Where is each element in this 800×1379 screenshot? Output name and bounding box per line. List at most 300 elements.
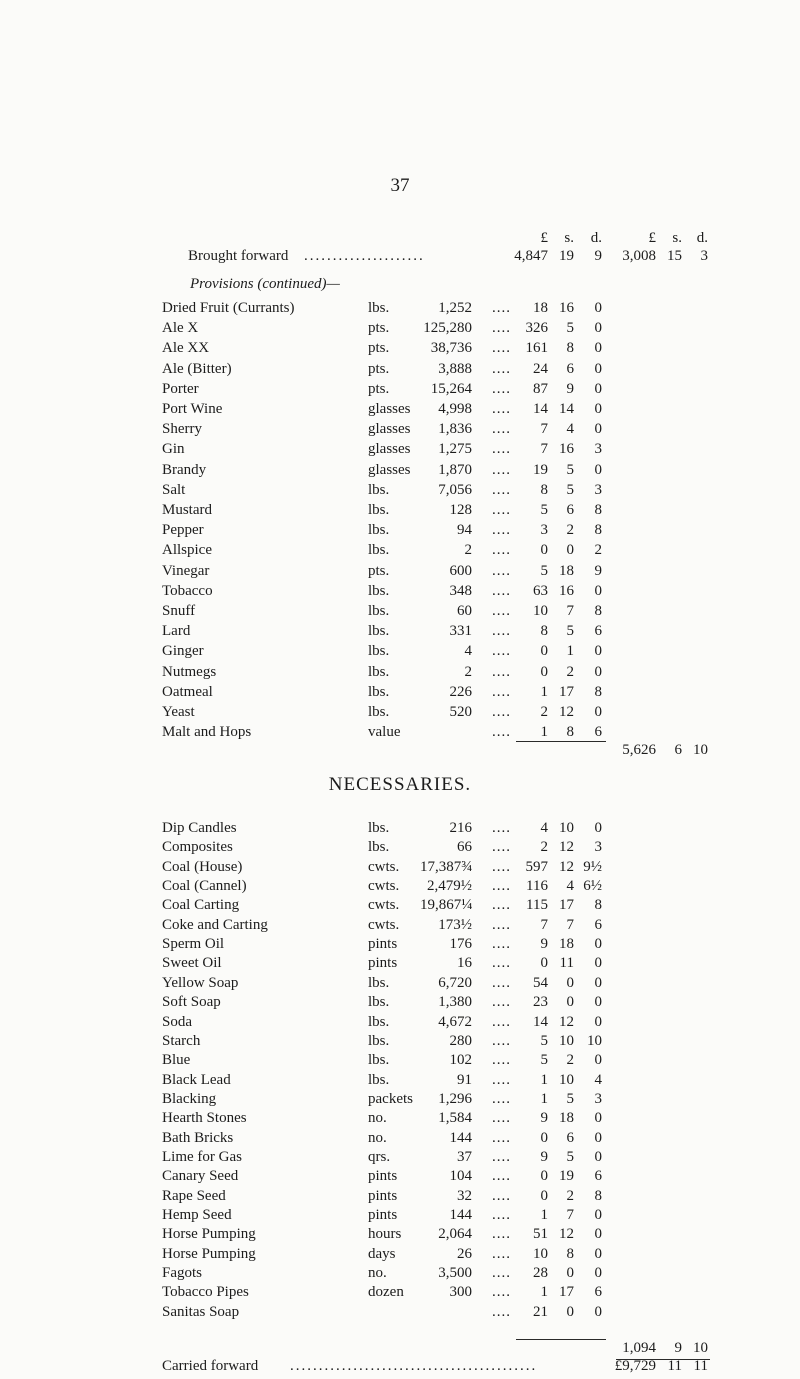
item-name: Soda — [162, 1013, 192, 1030]
leader-dots: .... — [492, 916, 511, 933]
item-pence: 0 — [594, 1013, 602, 1030]
leader-dots: .... — [492, 401, 511, 417]
leader-dots: .... — [492, 1032, 511, 1049]
item-pounds: 87 — [533, 380, 548, 397]
leader-dots: .... — [492, 603, 511, 619]
item-unit: pts. — [368, 340, 390, 357]
ledger-row — [0, 581, 800, 601]
item-name: Sherry — [162, 421, 202, 438]
item-shillings: 12 — [559, 704, 574, 720]
leader-dots: .... — [492, 1303, 511, 1320]
leader-dots: .... — [492, 481, 511, 498]
ledger-row — [0, 1244, 800, 1264]
bf-total-pounds: 3,008 — [622, 248, 656, 264]
item-quantity: 1,275 — [438, 441, 472, 458]
item-pounds: 10 — [533, 1245, 548, 1262]
item-unit: lbs. — [368, 974, 390, 991]
item-unit: packets — [368, 1090, 413, 1107]
item-shillings: 14 — [559, 401, 574, 417]
provisions-heading: Provisions (continued)— — [190, 276, 340, 292]
leader-dots: .... — [492, 1071, 511, 1088]
item-quantity: 600 — [449, 562, 472, 579]
item-pounds: 0 — [540, 1187, 548, 1204]
leader-dots: .... — [492, 542, 511, 559]
item-shillings: 2 — [566, 663, 574, 680]
item-shillings: 17 — [559, 897, 574, 914]
item-shillings: 10 — [559, 1032, 574, 1049]
page-number: 37 — [390, 175, 410, 196]
item-name: Hemp Seed — [162, 1207, 232, 1223]
item-pounds: 21 — [533, 1303, 548, 1320]
item-quantity: 144 — [449, 1129, 472, 1146]
penny-heading: d. — [590, 230, 602, 246]
item-pence: 0 — [594, 1265, 602, 1282]
leader-dots: .... — [492, 1090, 511, 1107]
item-name: Pepper — [162, 522, 204, 539]
item-pence: 0 — [594, 300, 602, 316]
item-unit: cwts. — [368, 858, 400, 875]
item-shillings: 0 — [566, 542, 574, 559]
item-unit: glasses — [368, 441, 411, 458]
item-shillings: 11 — [559, 955, 574, 972]
item-pounds: 7 — [540, 421, 548, 438]
item-name: Allspice — [162, 542, 212, 559]
ledger-row — [0, 702, 800, 722]
item-quantity: 2,479½ — [427, 878, 472, 895]
item-quantity: 226 — [449, 683, 472, 700]
ledger-row — [0, 1147, 800, 1167]
item-name: Dip Candles — [162, 820, 237, 836]
ledger-row — [0, 1282, 800, 1302]
item-shillings: 2 — [566, 522, 574, 539]
item-pounds: 63 — [533, 582, 548, 599]
item-name: Horse Pumping — [162, 1226, 256, 1243]
leader-dots: .... — [492, 1148, 511, 1165]
leader-dots: .... — [492, 955, 511, 972]
ledger-row — [0, 682, 800, 702]
leader-dots: .... — [492, 683, 511, 700]
ledger-row — [0, 837, 800, 857]
item-name: Composites — [162, 839, 233, 856]
item-quantity: 37 — [457, 1148, 472, 1165]
item-unit: pts. — [368, 360, 390, 377]
bf-pounds: 4,847 — [514, 248, 548, 264]
leader-dots: .... — [492, 839, 511, 856]
item-shillings: 5 — [566, 1148, 574, 1165]
item-pounds: 7 — [540, 441, 548, 458]
leader-dots: .... — [492, 974, 511, 991]
item-pence: 0 — [594, 955, 602, 972]
item-name: Soft Soap — [162, 994, 221, 1011]
leader-dots: .... — [492, 441, 511, 458]
ledger-row — [0, 338, 800, 358]
ledger-row — [0, 1070, 800, 1090]
item-pounds: 0 — [540, 643, 548, 660]
leader-dots: .... — [492, 858, 511, 875]
ledger-row — [0, 662, 800, 682]
item-quantity: 15,264 — [430, 380, 472, 397]
item-name: Tobacco — [162, 582, 213, 599]
item-quantity: 348 — [449, 582, 472, 599]
item-pounds: 161 — [525, 340, 548, 357]
ledger-row — [0, 419, 800, 439]
item-shillings: 5 — [566, 481, 574, 498]
item-unit: lbs. — [368, 663, 390, 680]
item-pounds: 8 — [540, 481, 548, 498]
item-quantity: 144 — [449, 1207, 472, 1223]
leader-dots: .... — [492, 1013, 511, 1030]
ledger-row — [0, 992, 800, 1012]
item-shillings: 7 — [566, 916, 574, 933]
item-quantity: 94 — [457, 522, 472, 539]
item-unit: pints — [368, 1207, 398, 1223]
leader-dots: .... — [492, 502, 511, 518]
item-pounds: 5 — [540, 1032, 548, 1049]
item-name: Sanitas Soap — [162, 1303, 240, 1320]
item-pounds: 0 — [540, 955, 548, 972]
leader-dots: .... — [492, 1168, 511, 1185]
item-pounds: 54 — [533, 974, 548, 991]
item-pence: 0 — [594, 1129, 602, 1146]
item-pence: 0 — [594, 360, 602, 377]
item-pounds: 116 — [526, 878, 548, 895]
item-unit: lbs. — [368, 683, 390, 700]
item-name: Yeast — [162, 704, 195, 720]
item-unit: pts. — [368, 562, 390, 579]
item-name: Vinegar — [162, 562, 210, 579]
ledger-row — [0, 1186, 800, 1206]
item-pence: 8 — [594, 683, 602, 700]
leader-dots: .... — [492, 1129, 511, 1146]
item-unit: pints — [368, 955, 398, 972]
item-pounds: 14 — [533, 1013, 548, 1030]
item-pounds: 9 — [540, 1110, 548, 1127]
item-unit: qrs. — [368, 1148, 391, 1165]
item-name: Lard — [162, 623, 191, 640]
item-name: Lime for Gas — [162, 1148, 242, 1165]
item-shillings: 18 — [559, 936, 574, 953]
item-pounds: 9 — [540, 936, 548, 953]
item-pounds: 14 — [533, 401, 548, 417]
item-quantity: 3,888 — [438, 360, 472, 377]
item-pence: 0 — [594, 380, 602, 397]
item-shillings: 16 — [559, 441, 574, 458]
item-pence: 3 — [594, 481, 602, 498]
item-unit: lbs. — [368, 820, 390, 836]
leader-dots: .... — [492, 1110, 511, 1127]
leader-dots: .... — [492, 936, 511, 953]
item-unit: cwts. — [368, 897, 400, 914]
item-pence: 0 — [594, 1110, 602, 1127]
leader-dots: .... — [492, 582, 511, 599]
item-pounds: 23 — [533, 994, 548, 1011]
ledger-row — [0, 359, 800, 379]
item-name: Ginger — [162, 643, 204, 660]
ledger-row — [0, 818, 800, 838]
item-shillings: 8 — [566, 1245, 574, 1262]
item-quantity: 38,736 — [430, 340, 472, 357]
item-shillings: 18 — [559, 562, 574, 579]
item-name: Sperm Oil — [162, 936, 225, 953]
leader-dots: .... — [492, 1187, 511, 1204]
item-pounds: 5 — [540, 562, 548, 579]
ledger-row — [0, 439, 800, 459]
item-pounds: 2 — [540, 704, 548, 720]
ledger-row — [0, 399, 800, 419]
item-shillings: 10 — [559, 820, 574, 836]
item-shillings: 16 — [559, 300, 574, 316]
item-pence: 0 — [594, 1052, 602, 1069]
item-quantity: 4,998 — [438, 401, 472, 417]
provisions-total-row — [0, 740, 800, 760]
item-shillings: 2 — [566, 1187, 574, 1204]
item-unit: lbs. — [368, 623, 390, 640]
leader-dots: .... — [492, 421, 511, 438]
item-shillings: 12 — [559, 1013, 574, 1030]
item-unit: pints — [368, 936, 398, 953]
item-pence: 0 — [594, 820, 602, 836]
item-shillings: 19 — [559, 1168, 574, 1185]
ledger-row — [0, 1012, 800, 1032]
ledger-row — [0, 601, 800, 621]
item-unit: no. — [368, 1265, 387, 1282]
item-pence: 0 — [594, 994, 602, 1011]
item-pence: 0 — [594, 936, 602, 953]
ledger-row — [0, 1128, 800, 1148]
item-shillings: 6 — [566, 1129, 574, 1146]
ledger-row — [0, 934, 800, 954]
item-pence: 0 — [594, 401, 602, 417]
ledger-row — [0, 1166, 800, 1186]
item-unit: lbs. — [368, 1071, 390, 1088]
item-pounds: 5 — [540, 1052, 548, 1069]
leader-dots: .... — [492, 1052, 511, 1069]
ledger-row — [0, 1302, 800, 1322]
ledger-row — [0, 520, 800, 540]
item-shillings: 18 — [559, 1110, 574, 1127]
ledger-row — [0, 1031, 800, 1051]
item-quantity: 1,252 — [438, 300, 472, 316]
item-pounds: 10 — [533, 603, 548, 619]
provisions-total-shillings: 6 — [674, 742, 682, 758]
item-quantity: 331 — [449, 623, 472, 640]
ledger-row — [0, 1089, 800, 1109]
item-unit: lbs. — [368, 481, 390, 498]
leader-dots: .... — [492, 1265, 511, 1282]
leader-dots: .... — [492, 562, 511, 579]
item-name: Starch — [162, 1032, 201, 1049]
item-name: Coke and Carting — [162, 916, 268, 933]
shilling-heading: s. — [564, 230, 574, 246]
item-unit: lbs. — [368, 994, 390, 1011]
item-pounds: 24 — [533, 360, 548, 377]
item-quantity: 1,870 — [438, 461, 472, 478]
item-quantity: 2 — [464, 542, 472, 559]
item-pence: 8 — [594, 1187, 602, 1204]
bf-total-shillings: 15 — [667, 248, 682, 264]
ledger-row — [0, 1263, 800, 1283]
item-shillings: 7 — [566, 603, 574, 619]
ledger-row — [0, 915, 800, 935]
item-pence: 3 — [594, 441, 602, 458]
item-pence: 0 — [594, 974, 602, 991]
leader-dots: .... — [492, 1226, 511, 1243]
item-name: Blacking — [162, 1090, 217, 1107]
item-quantity: 7,056 — [438, 481, 472, 498]
item-pence: 0 — [594, 1148, 602, 1165]
ledger-row — [0, 621, 800, 641]
item-name: Mustard — [162, 502, 212, 518]
item-name: Salt — [162, 481, 186, 498]
item-pounds: 5 — [540, 502, 548, 518]
item-pounds: 2 — [540, 839, 548, 856]
leader-dots: .... — [492, 522, 511, 539]
total-shilling-heading: s. — [672, 230, 682, 246]
item-quantity: 2 — [464, 663, 472, 680]
item-name: Dried Fruit (Currants) — [162, 300, 295, 316]
ledger-row — [0, 480, 800, 500]
brought-forward-label: Brought forward — [188, 248, 289, 264]
ledger-row — [0, 561, 800, 581]
item-name: Ale X — [162, 320, 199, 337]
item-shillings: 8 — [566, 724, 574, 741]
item-pounds: 0 — [540, 1129, 548, 1146]
bf-shillings: 19 — [559, 248, 574, 264]
item-shillings: 12 — [559, 858, 574, 875]
item-name: Nutmegs — [162, 663, 217, 680]
item-unit: days — [368, 1245, 396, 1262]
carried-forward-row — [0, 1356, 800, 1376]
item-quantity: 91 — [457, 1071, 472, 1088]
item-unit: cwts. — [368, 878, 400, 895]
item-name: Coal (Cannel) — [162, 878, 247, 895]
cf-pence: 11 — [693, 1358, 708, 1374]
necessaries-total-pounds: 1,094 — [622, 1340, 656, 1356]
item-pence: 3 — [594, 1090, 602, 1107]
item-shillings: 5 — [566, 623, 574, 640]
item-unit: lbs. — [368, 300, 390, 316]
item-name: Rape Seed — [162, 1187, 226, 1204]
necessaries-total-pence: 10 — [693, 1340, 708, 1356]
item-pounds: 115 — [526, 897, 548, 914]
item-pounds: 0 — [540, 663, 548, 680]
currency-header — [0, 228, 800, 248]
item-pence: 9 — [594, 562, 602, 579]
item-quantity: 128 — [449, 502, 472, 518]
item-pounds: 51 — [533, 1226, 548, 1243]
item-name: Bath Bricks — [162, 1129, 234, 1146]
item-pence: 0 — [594, 643, 602, 660]
leader-dots: .... — [492, 704, 511, 720]
item-pence: 6 — [594, 1284, 602, 1301]
ledger-row — [0, 540, 800, 560]
leader-dots: .... — [492, 380, 511, 397]
item-unit: dozen — [368, 1284, 404, 1301]
item-pence: 0 — [594, 461, 602, 478]
bf-total-pence: 3 — [700, 248, 708, 264]
item-quantity: 17,387¾ — [420, 858, 473, 875]
item-quantity: 60 — [457, 603, 472, 619]
ledger-row — [0, 953, 800, 973]
item-pence: 4 — [594, 1071, 602, 1088]
item-pence: 0 — [594, 704, 602, 720]
item-name: Coal Carting — [162, 897, 240, 914]
item-pence: 9½ — [583, 858, 602, 875]
leader-dots: .... — [492, 1284, 511, 1301]
item-unit: lbs. — [368, 704, 390, 720]
item-name: Snuff — [162, 603, 196, 619]
item-pence: 0 — [594, 663, 602, 680]
pound-heading: £ — [540, 230, 548, 246]
item-name: Ale XX — [162, 340, 210, 357]
ledger-row — [0, 857, 800, 877]
ledger-row — [0, 1108, 800, 1128]
item-pence: 0 — [594, 340, 602, 357]
item-unit: pts. — [368, 380, 390, 397]
item-shillings: 17 — [559, 1284, 574, 1301]
item-shillings: 12 — [559, 1226, 574, 1243]
item-name: Ale (Bitter) — [162, 360, 232, 377]
ledger-row — [0, 641, 800, 661]
provisions-total-pence: 10 — [693, 742, 708, 758]
item-unit: glasses — [368, 461, 411, 478]
leader-dots: ........................................... — [290, 1358, 538, 1374]
leader-dots: .... — [492, 724, 511, 741]
item-unit: pts. — [368, 320, 390, 337]
item-shillings: 7 — [566, 1207, 574, 1223]
carried-forward-label: Carried forward — [162, 1358, 259, 1374]
item-pence: 2 — [594, 542, 602, 559]
ledger-row — [0, 895, 800, 915]
leader-dots: .... — [492, 623, 511, 640]
item-shillings: 10 — [559, 1071, 574, 1088]
item-unit: glasses — [368, 421, 411, 438]
item-pence: 8 — [594, 897, 602, 914]
item-unit: lbs. — [368, 522, 390, 539]
item-pounds: 1 — [540, 1284, 548, 1301]
leader-dots: .... — [492, 1207, 511, 1223]
leader-dots: .... — [492, 1245, 511, 1262]
item-name: Canary Seed — [162, 1168, 239, 1185]
item-name: Brandy — [162, 461, 207, 478]
item-quantity: 1,380 — [438, 994, 472, 1011]
leader-dots: .... — [492, 994, 511, 1011]
ledger-row — [0, 1050, 800, 1070]
total-pound-heading: £ — [648, 230, 656, 246]
item-shillings: 6 — [566, 502, 574, 518]
item-name: Hearth Stones — [162, 1110, 247, 1127]
item-shillings: 5 — [566, 461, 574, 478]
item-pence: 0 — [594, 421, 602, 438]
item-quantity: 3,500 — [438, 1265, 472, 1282]
item-pence: 10 — [587, 1032, 602, 1049]
item-name: Blue — [162, 1052, 191, 1069]
item-unit: no. — [368, 1129, 387, 1146]
leader-dots: .... — [492, 878, 511, 895]
item-quantity: 520 — [449, 704, 472, 720]
item-quantity: 102 — [449, 1052, 472, 1069]
item-pence: 0 — [594, 1226, 602, 1243]
item-shillings: 16 — [559, 582, 574, 599]
item-shillings: 9 — [566, 380, 574, 397]
item-unit: value — [368, 724, 401, 741]
item-pence: 6½ — [583, 878, 602, 895]
ledger-row — [0, 876, 800, 896]
item-shillings: 4 — [566, 421, 574, 438]
item-pounds: 18 — [533, 300, 548, 316]
item-name: Tobacco Pipes — [162, 1284, 249, 1301]
item-unit: pints — [368, 1168, 398, 1185]
